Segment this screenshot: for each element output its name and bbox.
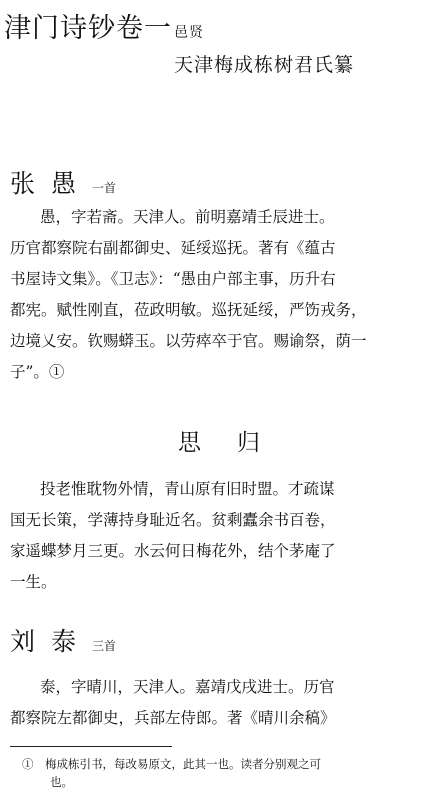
author-name: 张愚 [10, 169, 93, 198]
footnote-divider [10, 746, 172, 747]
bio-line: 边境乂安。钦赐蟒玉。以劳瘁卒于官。赐谕祭，荫一 [10, 332, 367, 350]
bio-line: 历官都察院右副都御史、延绥巡抚。著有《蕴古 [10, 239, 336, 257]
author-name: 刘泰 [10, 627, 93, 656]
bio-line: 都察院左都御史，兵部左侍郎。著《晴川余稿》 [10, 709, 336, 727]
volume-title-suffix: 邑贤 [174, 25, 204, 41]
bio-line: 书屋诗文集》。《卫志》：“愚由户部主事，历升右 [10, 270, 336, 288]
compiler-credit: 天津梅成栋树君氏纂 [174, 54, 355, 76]
author-biography-liu-tai [10, 672, 438, 734]
footnote-line: 也。 [50, 775, 73, 789]
poem-count: 一首 [92, 181, 117, 195]
poem-line: 国无长策，学薄持身耻近名。贫剩蠹余书百卷， [10, 511, 336, 529]
poem-title: 思归 [178, 430, 296, 456]
footnote [22, 755, 438, 791]
poem-body [10, 474, 438, 598]
poem-line: 一生。 [10, 573, 57, 591]
bio-line: 泰，字晴川，天津人。嘉靖戊戌进士。历官 [40, 678, 335, 696]
author-heading-zhang-yu [10, 164, 116, 200]
author-heading-liu-tai [10, 622, 116, 658]
footnote-line: ① 梅成栋引书，每改易原文，此其一也。读者分别观之可 [22, 757, 321, 771]
volume-title-text: 津门诗钞卷一 [4, 13, 172, 44]
bio-line: 愚，字若斋。天津人。前明嘉靖壬辰进士。 [40, 208, 335, 226]
volume-title [4, 6, 204, 45]
bio-line: 都宪。赋性刚直，莅政明敏。巡抚延绥，严饬戎务， [10, 301, 367, 319]
poem-line: 家遥蝶梦月三更。水云何日梅花外，结个茅庵了 [10, 542, 336, 560]
poem-count: 三首 [92, 639, 117, 653]
author-biography-zhang-yu [10, 202, 438, 388]
bio-line: 子”。① [10, 363, 65, 381]
poem-line: 投老惟耽物外情，青山原有旧时盟。才疏谋 [40, 480, 335, 498]
